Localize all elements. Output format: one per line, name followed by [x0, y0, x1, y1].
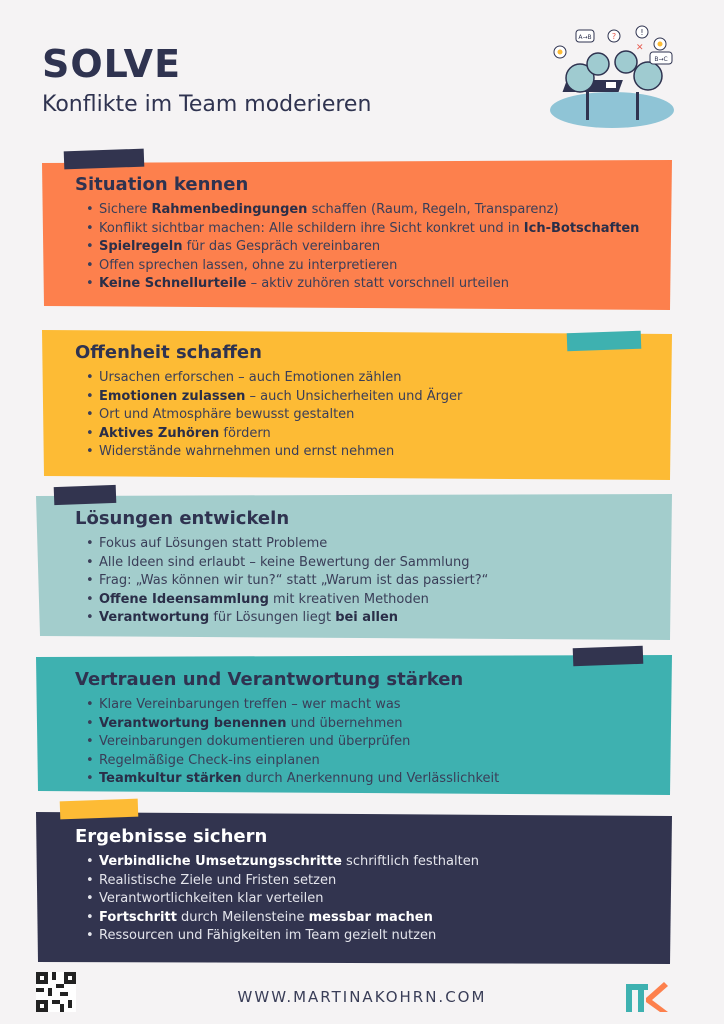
list-item — [99, 406, 672, 425]
list-item-text: schaffen (Raum, Regeln, Transparenz) — [307, 202, 559, 217]
team-discussion-illustration — [540, 22, 680, 132]
list-item-text: Vereinbarungen dokumentieren und überprüfen — [99, 734, 411, 750]
list-item — [99, 535, 672, 554]
list-item — [99, 770, 672, 789]
list-item — [99, 369, 672, 388]
list-item — [99, 696, 672, 715]
list-item-text: Widerstände wahrnehmen und ernst nehmen — [99, 444, 395, 460]
section-loesungen — [36, 494, 672, 640]
list-item — [99, 872, 672, 891]
list-item-text: Verbindliche Umsetzungsschritte — [99, 854, 342, 869]
page-title: SOLVE — [42, 42, 182, 86]
list-item — [99, 572, 672, 591]
list-item-text: Rahmenbedingungen — [151, 202, 308, 217]
list-item-text: Frag: „Was können wir tun?“ statt „Warum ist das passiert?“ — [99, 573, 489, 589]
list-item-text: Alle Ideen sind erlaubt – keine Bewertung der Sammlung — [99, 554, 470, 570]
list-item — [99, 591, 672, 610]
list-item-text: Ressourcen und Fähigkeiten im Team gezielt nutzen — [99, 928, 437, 944]
bubble-text: ? — [611, 32, 617, 41]
list-item-text: Teamkultur stärken — [99, 771, 242, 787]
list-item-text: Fortschritt — [99, 909, 177, 925]
list-item — [99, 238, 672, 257]
section-vertrauen — [36, 655, 672, 795]
list-item — [99, 853, 672, 872]
list-item — [99, 275, 672, 294]
list-item-text: Aktives Zuhören — [99, 425, 220, 441]
list-item-text: – aktiv zuhören statt vorschnell urteilen — [246, 276, 509, 292]
list-item — [99, 927, 672, 946]
section-title: Vertrauen und Verantwortung stärken — [75, 669, 464, 690]
list-item-text: Ich-Botschaften — [523, 220, 640, 236]
list-item-text: bei allen — [335, 610, 399, 626]
list-item — [99, 425, 672, 444]
list-item-text: Offene Ideensammlung — [99, 591, 269, 607]
bullet-list — [75, 853, 672, 946]
bullet-list — [75, 535, 672, 628]
list-item-text: mit kreativen Methoden — [268, 591, 429, 607]
tape-decoration — [60, 799, 139, 820]
bullet-list — [75, 201, 672, 294]
list-item — [99, 443, 672, 462]
list-item — [99, 715, 672, 734]
tape-decoration — [64, 149, 145, 170]
bullet-list — [75, 369, 672, 462]
tape-decoration — [567, 331, 642, 352]
list-item-text: – auch Unsicherheiten und Ärger — [245, 388, 463, 404]
list-item-text: Sichere — [99, 202, 152, 217]
list-item-text: Offen sprechen lassen, ohne zu interpretieren — [99, 257, 398, 273]
section-ergebnisse — [36, 812, 672, 964]
list-item-text: Ursachen erforschen – auch Emotionen zählen — [99, 370, 402, 385]
list-item — [99, 609, 672, 628]
list-item-text: Spielregeln — [99, 239, 183, 255]
section-title: Ergebnisse sichern — [75, 826, 268, 847]
section-title: Situation kennen — [75, 174, 249, 195]
section-title: Lösungen entwickeln — [75, 508, 290, 529]
tape-decoration — [54, 485, 117, 505]
list-item-text: Konflikt sichtbar machen: Alle schildern ihre Sicht konkret und in — [99, 220, 524, 236]
footer-website-link[interactable]: WWW.MARTINAKOHRN.COM — [237, 988, 487, 1006]
list-item-text: Regelmäßige Check-ins einplanen — [99, 752, 320, 768]
list-item-text: durch Meilensteine — [176, 909, 309, 925]
list-item-text: Keine Schnellurteile — [99, 276, 247, 292]
list-item — [99, 220, 672, 239]
list-item — [99, 752, 672, 771]
mk-logo-icon — [626, 980, 668, 1012]
list-item-text: messbar machen — [308, 909, 433, 925]
list-item-text: Klare Vereinbarungen treffen – wer macht was — [99, 697, 401, 712]
list-item-text: für Lösungen liegt — [209, 610, 336, 626]
list-item — [99, 257, 672, 276]
list-item-text: fördern — [219, 425, 271, 441]
list-item-text: schriftlich festhalten — [341, 854, 479, 869]
list-item-text: Fokus auf Lösungen statt Probleme — [99, 536, 328, 551]
list-item — [99, 890, 672, 909]
list-item-text: Ort und Atmosphäre bewusst gestalten — [99, 407, 355, 423]
list-item-text: Realistische Ziele und Fristen setzen — [99, 872, 337, 888]
list-item — [99, 201, 672, 220]
bubble-text: A→B — [578, 34, 592, 41]
list-item — [99, 554, 672, 573]
page-subtitle: Konflikte im Team moderieren — [42, 92, 372, 117]
tape-decoration — [573, 646, 644, 666]
list-item-text: Verantwortung — [99, 610, 210, 626]
list-item — [99, 733, 672, 752]
list-item-text: durch Anerkennung und Verlässlichkeit — [241, 771, 500, 787]
section-title: Offenheit schaffen — [75, 342, 262, 363]
list-item-text: Verantwortlichkeiten klar verteilen — [99, 891, 324, 907]
list-item — [99, 388, 672, 407]
section-situation — [42, 160, 672, 310]
bullet-list — [75, 696, 672, 789]
list-item-text: Verantwortung benennen — [99, 715, 287, 731]
list-item — [99, 909, 672, 928]
bubble-text: B→C — [654, 56, 668, 63]
list-item-text: und übernehmen — [286, 715, 403, 731]
list-item-text: Emotionen zulassen — [99, 388, 246, 404]
svg-text:✕: ✕ — [636, 43, 644, 53]
list-item-text: für das Gespräch vereinbaren — [182, 239, 381, 255]
bubble-text: ! — [640, 28, 644, 37]
